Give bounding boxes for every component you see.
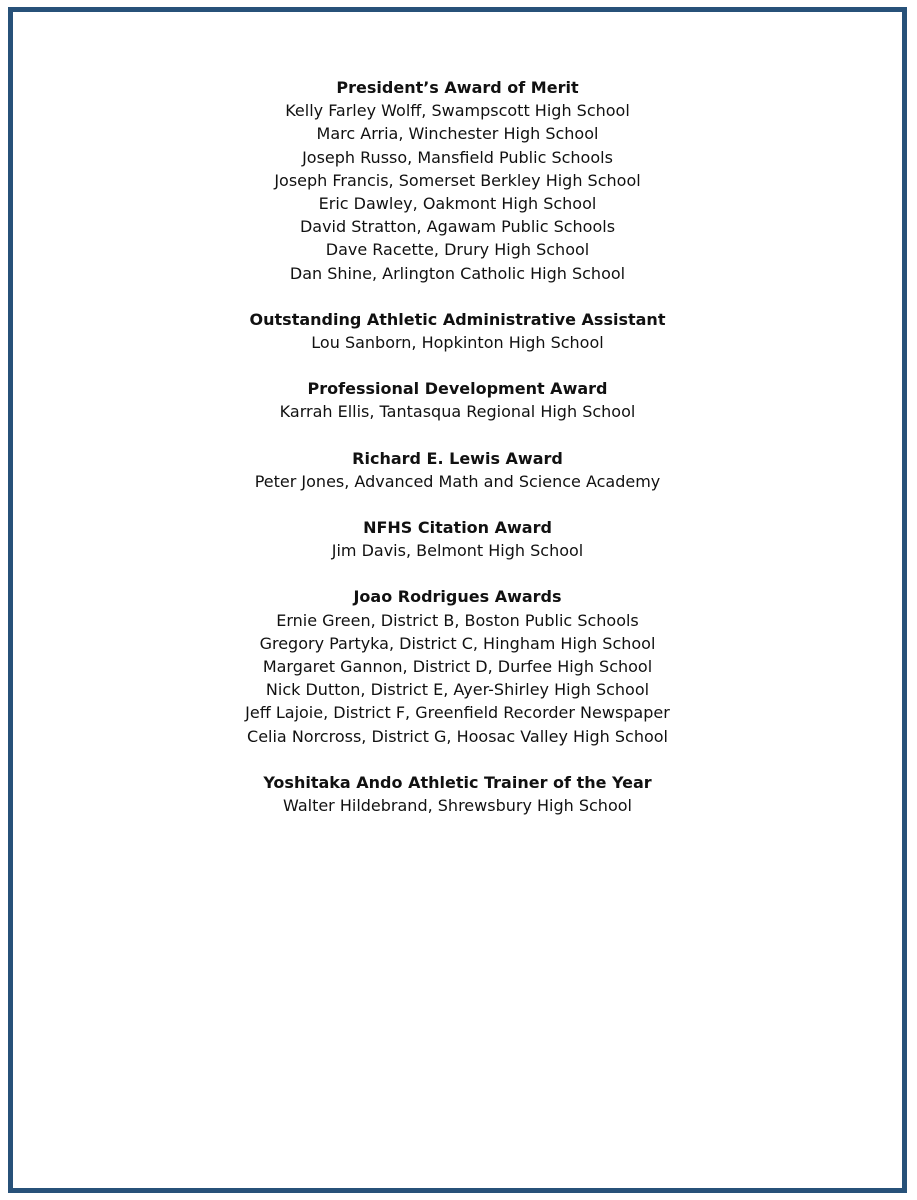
recipient-line: Jim Davis, Belmont High School (331, 541, 584, 561)
award-section-professional-development (13, 377, 902, 423)
award-section-nfhs-citation (13, 516, 902, 562)
recipient-line: David Stratton, Agawam Public Schools (299, 217, 616, 237)
recipient-line: Walter Hildebrand, Shrewsbury High School (283, 796, 632, 816)
recipient-line: Eric Dawley, Oakmont High School (318, 194, 597, 214)
page-border-frame (8, 7, 907, 1193)
recipient-line: Dan Shine, Arlington Catholic High School (289, 263, 626, 283)
recipient-line: Joseph Francis, Somerset Berkley High School (274, 170, 641, 190)
award-section-athletic-trainer (13, 771, 902, 817)
award-title: NFHS Citation Award (363, 518, 552, 538)
recipient-line: Joseph Russo, Mansfield Public Schools (302, 147, 613, 167)
recipient-line: Celia Norcross, District G, Hoosac Valley High School (247, 726, 668, 746)
recipient-line: Peter Jones, Advanced Math and Science Academy (254, 471, 661, 491)
award-section-joao-rodrigues (13, 585, 902, 747)
award-title: President’s Award of Merit (336, 78, 579, 97)
award-title: Professional Development Award (307, 379, 608, 399)
award-section-presidents-award (13, 76, 902, 285)
recipient-line: Ernie Green, District B, Boston Public Schools (276, 610, 639, 630)
recipient-line: Karrah Ellis, Tantasqua Regional High School (279, 402, 636, 422)
award-section-administrative-assistant (13, 308, 902, 354)
award-title: Yoshitaka Ando Athletic Trainer of the Year (263, 772, 652, 792)
recipient-line: Margaret Gannon, District D, Durfee High School (262, 657, 653, 677)
recipient-line: Gregory Partyka, District C, Hingham High School (259, 633, 656, 653)
recipient-line: Dave Racette, Drury High School (325, 240, 590, 260)
recipient-line: Jeff Lajoie, District F, Greenfield Recorder Newspaper (245, 703, 670, 723)
award-title: Outstanding Athletic Administrative Assistant (249, 309, 666, 329)
recipient-line: Kelly Farley Wolff, Swampscott High School (285, 101, 630, 121)
award-title: Richard E. Lewis Award (352, 448, 563, 468)
recipient-line: Marc Arria, Winchester High School (316, 124, 599, 144)
recipient-line: Nick Dutton, District E, Ayer-Shirley High School (265, 680, 650, 700)
award-title: Joao Rodrigues Awards (353, 587, 562, 607)
awards-list (13, 76, 902, 840)
award-section-richard-lewis (13, 447, 902, 493)
recipient-line: Lou Sanborn, Hopkinton High School (311, 333, 604, 353)
